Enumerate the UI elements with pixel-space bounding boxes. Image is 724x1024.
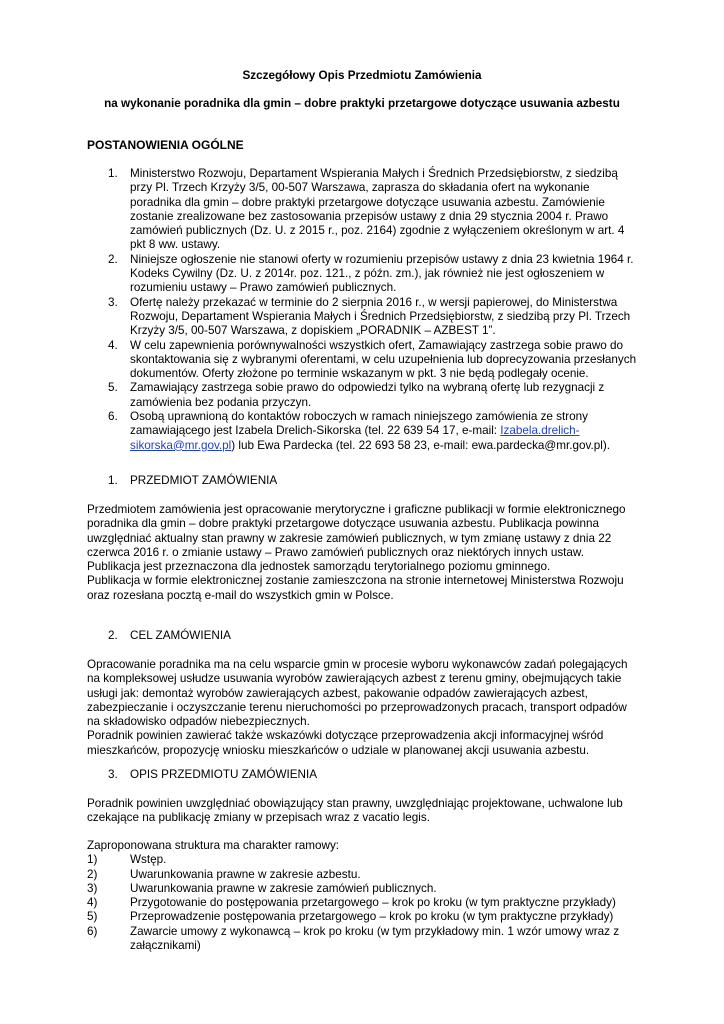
list-item-number: 6. xyxy=(108,410,118,424)
list-item-number: 4. xyxy=(108,338,118,352)
paragraph: Publikacja w formie elektronicznej zostanie zamieszczona na stronie internetowej Ministerstwa Rozwoju oraz rozesłana pocztą e-mail do wszystkich gmin w Polsce. xyxy=(87,574,624,602)
structure-item xyxy=(87,910,637,924)
structure-item-text: Przygotowanie do postępowania przetargowego – krok po kroku (w tym praktyczne przykłady) xyxy=(130,896,616,910)
list-item-text: W celu zapewnienia porównywalności wszystkich ofert, Zamawiający zastrzega sobie prawo do skontaktowania się z wybranymi oferentami, w celu uzupełnienia lub doprecyzowania przesłanych dokumentów. Oferty złożone po terminie wskazanym w pkt. 3 nie będą podlegały ocenie. xyxy=(130,338,637,381)
opis-intro: Poradnik powinien uwzględniać obowiązujący stan prawny, uwzględniając projektowane, uchwalone lub czekające na publikację zmiany w przepisach wraz z vacatio legis. xyxy=(87,797,623,825)
structure-item-number: 1) xyxy=(87,853,98,867)
document-subtitle: na wykonanie poradnika dla gmin – dobre praktyki przetargowe dotyczące usuwania azbestu xyxy=(104,97,620,110)
structure-item-text: Przeprowadzenie postępowania przetargowego – krok po kroku (w tym praktyczne przykłady) xyxy=(130,910,614,924)
structure-item-number: 4) xyxy=(87,896,98,910)
list-item-number: 3. xyxy=(108,295,118,309)
paragraph: Opracowanie poradnika ma na celu wsparcie gmin w procesie wyboru wykonawców zadań polegających na kompleksowej usłudze usuwania wyrobów zawierających azbest z terenu gminy, obejmujących takie usługi jak: demontaż wyrobów zawierających azbest, pakowanie odpadów zawierających azbest, zabezpieczanie i oczyszczanie terenu nieruchomości po przeprowadzonych pracach, transport odpadów na składowisko odpadów niebezpiecznych. xyxy=(87,658,628,729)
list-item xyxy=(87,381,637,410)
list-item-number: 2. xyxy=(108,252,118,266)
structure-item xyxy=(87,925,637,954)
structure-block xyxy=(87,839,637,953)
paragraph: Publikacja jest przeznaczona dla jednostek samorządu terytorialnego poziomu gminnego. xyxy=(87,560,551,574)
list-item-number: 1. xyxy=(108,167,118,180)
list-item xyxy=(87,253,637,296)
general-provisions-list xyxy=(87,167,637,453)
paragraph: Przedmiotem zamówienia jest opracowanie merytoryczne i graficzne publikacji w formie elektronicznego poradnika dla gmin – dobre praktyki przetargowe dotyczące usuwania azbestu. Publikacja powinna uwzględniać aktualny stan prawny w zakresie zamówień publicznych, w tym zmianę ustawy z dnia 22 czerwca 2016 r. o zmianie ustawy – Prawo zamówień publicznych oraz niektórych innych ustaw. xyxy=(87,503,626,559)
przedmiot-body xyxy=(87,503,637,603)
list-item-text: Niniejsze ogłoszenie nie stanowi oferty w rozumieniu przepisów ustawy z dnia 23 kwietnia 1964 r. Kodeks Cywilny (Dz. U. z 2014r. poz. 121., z późn. zm.), jak również nie jest ogłoszeniem w rozumieniu ustawy – Prawo zamówień publicznych. xyxy=(130,252,634,295)
list-item xyxy=(87,410,637,453)
list-item xyxy=(87,296,637,339)
section-label: CEL ZAMÓWIENIA xyxy=(130,629,231,642)
general-provisions-heading: POSTANOWIENIA OGÓLNE xyxy=(87,138,244,152)
document-title: Szczegółowy Opis Przedmiotu Zamówienia xyxy=(242,69,482,82)
list-item-number: 5. xyxy=(108,381,118,395)
paragraph: Poradnik powinien zawierać także wskazówki dotyczące przeprowadzenia akcji informacyjnej wśród mieszkańców, propozycję wniosku mieszkańców o udziale w planowanej akcji usuwania azbestu. xyxy=(87,729,604,757)
structure-intro: Zaproponowana struktura ma charakter ramowy: xyxy=(87,839,340,852)
structure-item-text: Zawarcie umowy z wykonawcą – krok po kroku (w tym przykładowy min. 1 wzór umowy wraz z załącznikami) xyxy=(130,924,620,953)
contact-text-start: Osobą uprawnioną do kontaktów roboczych w ramach niniejszego zamówienia ze strony zamawiającego jest Izabela Drelich-Sikorska (tel. 22 639 54 17, e-mail: xyxy=(130,410,588,438)
structure-item-text: Uwarunkowania prawne w zakresie zamówień publicznych. xyxy=(130,881,437,895)
contact-text-end: ) lub Ewa Pardecka (tel. 22 693 58 23, e-mail: ewa.pardecka@mr.gov.pl). xyxy=(231,438,610,452)
structure-item-text: Uwarunkowania prawne w zakresie azbestu. xyxy=(130,867,361,881)
contact-email-link[interactable]: Izabela.drelich-sikorska@mr.gov.pl xyxy=(130,424,580,452)
section-number: 3. xyxy=(108,768,118,781)
structure-item-number: 3) xyxy=(87,881,98,895)
structure-item-number: 6) xyxy=(87,924,98,938)
structure-item xyxy=(87,896,637,910)
structure-item xyxy=(87,868,637,882)
structure-item xyxy=(87,882,637,896)
section-label: PRZEDMIOT ZAMÓWIENIA xyxy=(130,474,278,487)
structure-item xyxy=(87,853,637,867)
list-item-text: Zamawiający zastrzega sobie prawo do odpowiedzi tylko na wybraną ofertę lub rezygnacji z zamówienia bez podania przyczyn. xyxy=(130,381,605,409)
list-item-text xyxy=(130,410,637,453)
cel-body xyxy=(87,658,637,758)
list-item-text: Ofertę należy przekazać w terminie do 2 sierpnia 2016 r., w wersji papierowej, do Ministerstwa Rozwoju, Departament Wspierania Małych i Średnich Przedsiębiorstw, z siedzibą przy Pl. Trzech Krzyży 3/5, 00-507 Warszawa, z dopiskiem „PORADNIK – AZBEST 1”. xyxy=(130,295,631,338)
list-item xyxy=(87,339,637,382)
structure-item-text: Wstęp. xyxy=(130,853,167,867)
section-number: 2. xyxy=(108,629,118,642)
list-item-text: Ministerstwo Rozwoju, Departament Wspierania Małych i Średnich Przedsiębiorstw, z siedzibą przy Pl. Trzech Krzyży 3/5, 00-507 Warszawa, zaprasza do składania ofert na wykonanie poradnika dla gmin – dobre praktyki przetargowe dotyczące usuwania azbestu. Zamówienie zostanie zrealizowane bez zastosowania przepisów ustawy z dnia 29 stycznia 2004 r. Prawo zamówień publicznych (Dz. U. z 2015 r., poz. 2164) zgodnie z wyłączeniem określonym w art. 4 pkt 8 ww. ustawy. xyxy=(130,167,625,252)
list-item xyxy=(87,167,637,253)
section-label: OPIS PRZEDMIOTU ZAMÓWIENIA xyxy=(130,768,318,781)
section-number: 1. xyxy=(108,474,118,487)
structure-item-number: 5) xyxy=(87,910,98,924)
structure-item-number: 2) xyxy=(87,867,98,881)
